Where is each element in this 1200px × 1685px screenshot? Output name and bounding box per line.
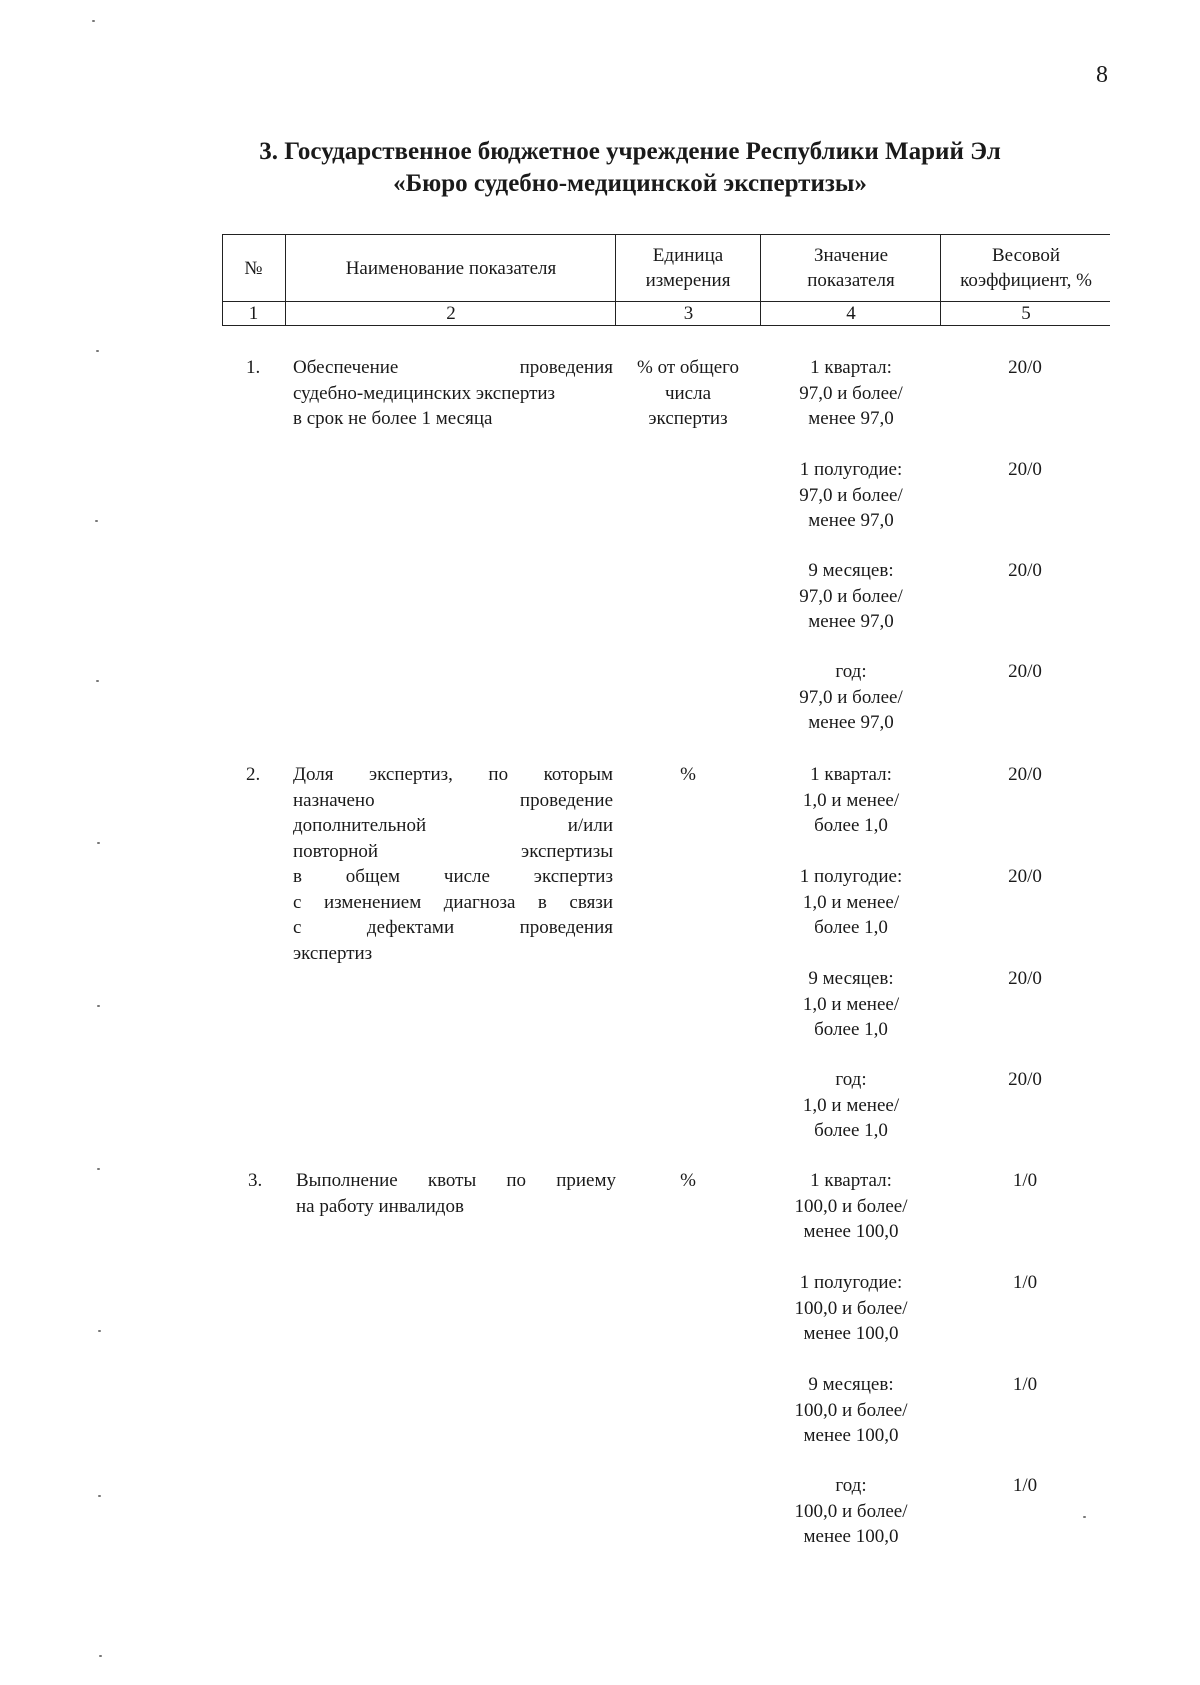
value-threshold: 1,0 и менее/ <box>802 891 900 913</box>
period-label: 1 квартал: <box>810 357 892 378</box>
value-threshold: 1,0 и менее/ <box>802 789 900 811</box>
weight-coefficient: 20/0 <box>1008 968 1042 989</box>
header-bottom-rule <box>222 325 1110 326</box>
period-label: год: <box>835 661 867 682</box>
indicator-value <box>766 457 936 534</box>
value-threshold: 100,0 и более/ <box>794 1500 908 1522</box>
unit-line: экспертиз <box>648 408 728 429</box>
value-threshold: 97,0 и более/ <box>799 382 903 404</box>
weight-coefficient: 20/0 <box>1008 560 1042 581</box>
header-value: Значение показателя <box>807 245 895 291</box>
header-divider <box>760 234 761 325</box>
indicator-name-line: повторной экспертизы <box>293 840 613 862</box>
indicator-name-line: Выполнение квоты по приему <box>296 1170 616 1191</box>
indicator-name-line: экспертиз <box>293 942 373 964</box>
unit-of-measure <box>618 355 758 432</box>
value-threshold: 97,0 и более/ <box>799 585 903 607</box>
indicator-name-line: на работу инвалидов <box>296 1195 464 1217</box>
weight-coefficient: 20/0 <box>1008 764 1042 785</box>
header-divider <box>615 234 616 325</box>
unit-line: % от общего <box>637 357 739 378</box>
period-label: 1 полугодие: <box>799 1272 903 1293</box>
indicator-name-line: в общем числе экспертиз <box>293 866 613 887</box>
value-threshold: менее 97,0 <box>808 611 894 632</box>
indicator-value <box>766 1473 936 1550</box>
unit-of-measure: % <box>680 764 696 785</box>
column-number: 2 <box>446 303 456 324</box>
indicator-name <box>296 1168 616 1219</box>
indicator-value <box>766 355 936 432</box>
scan-speck <box>97 842 100 844</box>
period-label: 1 квартал: <box>810 1170 892 1191</box>
indicator-name <box>293 762 613 966</box>
title-line-2: «Бюро судебно-медицинской экспертизы» <box>393 170 867 197</box>
value-threshold: менее 97,0 <box>808 712 894 733</box>
row-number: 3. <box>248 1170 263 1191</box>
value-threshold: менее 100,0 <box>803 1425 899 1446</box>
value-threshold: более 1,0 <box>814 1019 888 1040</box>
value-threshold: более 1,0 <box>814 815 888 836</box>
period-label: 1 полугодие: <box>799 459 903 480</box>
scan-speck <box>97 1005 100 1007</box>
period-label: 1 полугодие: <box>799 866 903 887</box>
weight-coefficient: 1/0 <box>1012 1475 1038 1496</box>
document-title <box>180 136 1080 200</box>
weight-coefficient: 1/0 <box>1012 1170 1038 1191</box>
value-threshold: 100,0 и более/ <box>794 1399 908 1421</box>
period-label: год: <box>835 1069 867 1090</box>
scan-speck <box>96 350 99 352</box>
weight-coefficient: 20/0 <box>1008 357 1042 378</box>
indicator-value <box>766 558 936 635</box>
scan-speck <box>1083 1516 1086 1518</box>
value-threshold: 97,0 и более/ <box>799 484 903 506</box>
row-number: 2. <box>246 764 261 785</box>
indicator-value <box>766 966 936 1043</box>
value-threshold: менее 97,0 <box>808 510 894 531</box>
row-number: 1. <box>246 357 261 378</box>
column-number: 1 <box>248 303 259 324</box>
indicator-name <box>293 355 613 432</box>
scan-speck <box>95 520 98 522</box>
indicator-name-line: с дефектами проведения <box>293 917 613 938</box>
indicator-value <box>766 659 936 736</box>
indicator-name-line: с изменением диагноза в связи <box>293 891 613 913</box>
scan-speck <box>99 1655 102 1657</box>
scan-speck <box>98 1330 101 1332</box>
value-threshold: менее 100,0 <box>803 1526 899 1547</box>
column-number: 4 <box>846 303 856 324</box>
unit-line: числа <box>664 382 712 404</box>
indicator-name-line: дополнительной и/или <box>293 815 613 836</box>
weight-coefficient: 1/0 <box>1012 1374 1038 1395</box>
value-threshold: 97,0 и более/ <box>799 686 903 708</box>
header-divider <box>940 234 941 325</box>
indicator-value <box>766 1168 936 1245</box>
header-weight: Весовой коэффициент, % <box>960 245 1092 291</box>
period-label: год: <box>835 1475 867 1496</box>
indicator-name-line: Доля экспертиз, по которым <box>293 764 613 785</box>
scan-speck <box>92 20 95 22</box>
header-divider <box>285 234 286 325</box>
header-number: № <box>244 258 263 279</box>
weight-coefficient: 20/0 <box>1008 459 1042 480</box>
period-label: 9 месяцев: <box>808 968 894 989</box>
value-threshold: более 1,0 <box>814 1120 888 1141</box>
indicator-value <box>766 1067 936 1144</box>
indicator-value <box>766 762 936 839</box>
header-unit: Единица измерения <box>645 245 731 291</box>
page-number: 8 <box>1096 62 1108 88</box>
value-threshold: менее 97,0 <box>808 408 894 429</box>
weight-coefficient: 20/0 <box>1008 661 1042 682</box>
value-threshold: 1,0 и менее/ <box>802 993 900 1015</box>
indicator-value <box>766 1270 936 1347</box>
weight-coefficient: 1/0 <box>1012 1272 1038 1293</box>
indicator-name-line: назначено проведение <box>293 789 613 811</box>
title-line-1: 3. Государственное бюджетное учреждение Республики Марий Эл <box>259 138 1001 165</box>
value-threshold: менее 100,0 <box>803 1323 899 1344</box>
value-threshold: 1,0 и менее/ <box>802 1094 900 1116</box>
value-threshold: 100,0 и более/ <box>794 1195 908 1217</box>
indicator-value <box>766 864 936 941</box>
unit-of-measure: % <box>680 1170 696 1191</box>
value-threshold: менее 100,0 <box>803 1221 899 1242</box>
header-middle-rule <box>222 301 1110 302</box>
column-number: 3 <box>683 303 694 324</box>
weight-coefficient: 20/0 <box>1008 866 1042 887</box>
header-top-rule <box>222 234 1110 235</box>
scan-speck <box>96 680 99 682</box>
indicator-name-line: в срок не более 1 месяца <box>293 408 493 429</box>
value-threshold: 100,0 и более/ <box>794 1297 908 1319</box>
period-label: 9 месяцев: <box>808 560 894 581</box>
period-label: 1 квартал: <box>810 764 892 785</box>
header-indicator-name: Наименование показателя <box>345 258 557 279</box>
weight-coefficient: 20/0 <box>1008 1069 1042 1090</box>
column-number: 5 <box>1021 303 1031 324</box>
value-threshold: более 1,0 <box>814 917 888 938</box>
indicator-value <box>766 1372 936 1449</box>
period-label: 9 месяцев: <box>808 1374 894 1395</box>
indicator-name-line: судебно-медицинских экспертиз <box>293 382 556 404</box>
scan-speck <box>98 1495 101 1497</box>
scan-speck <box>97 1168 100 1170</box>
indicator-name-line: Обеспечение проведения <box>293 357 613 378</box>
